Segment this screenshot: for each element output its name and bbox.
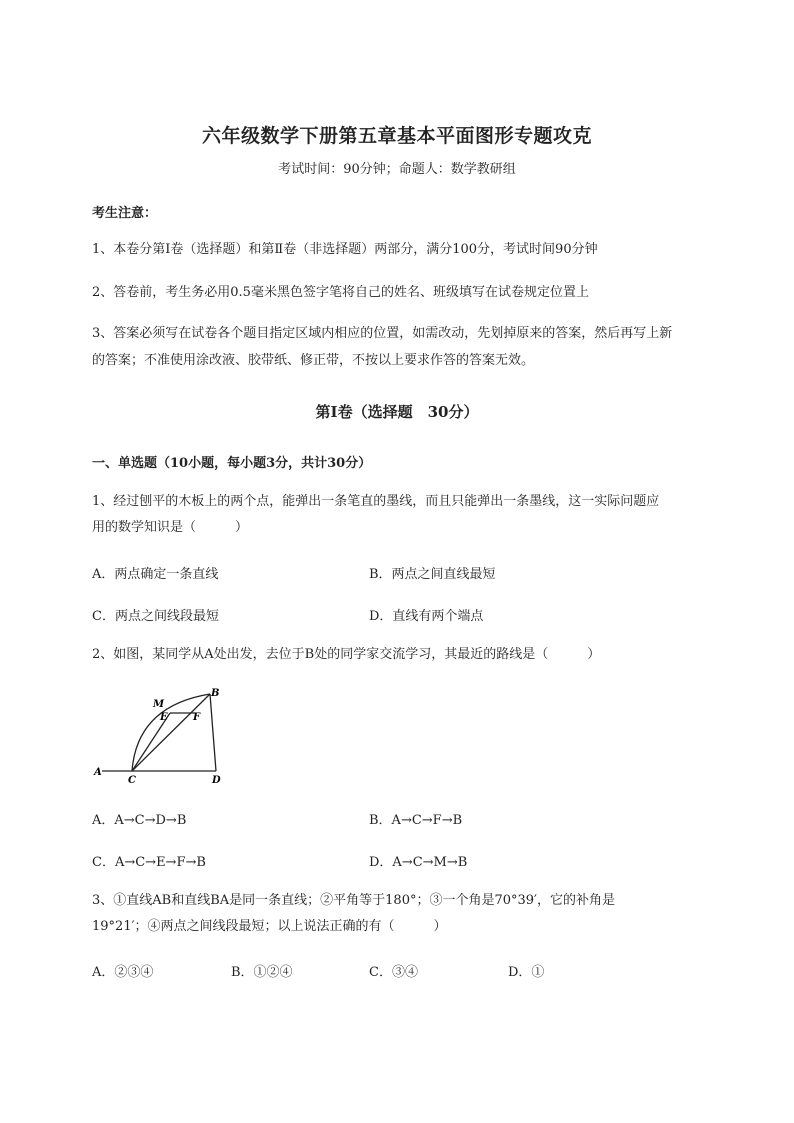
label-m: M: [153, 699, 165, 710]
q3-option-c[interactable]: C．③④: [369, 965, 418, 980]
segment-db: [210, 694, 216, 771]
q2-geometry-figure: [92, 686, 232, 786]
q1-option-b[interactable]: B．两点之间直线最短: [369, 567, 496, 582]
q3-stem-line1: 3、①直线AB和直线BA是同一条直线；②平角等于180°；③一个角是70°39′，它的补角是: [92, 893, 616, 908]
q3-option-b[interactable]: B．①②④: [231, 965, 293, 980]
notice-heading: 考生注意：: [92, 206, 158, 221]
label-f: F: [193, 712, 201, 723]
q1-option-d[interactable]: D．直线有两个端点: [369, 609, 484, 624]
q1-stem-line1: 1、经过刨平的木板上的两个点，能弹出一条笔直的墨线，而且只能弹出一条墨线，这一实际问题应: [92, 494, 660, 509]
page-title: 六年级数学下册第五章基本平面图形专题攻克: [201, 125, 592, 147]
notice-item-3: 3、答案必须写在试卷各个题目指定区域内相应的位置，如需改动，先划掉原来的答案，然后再写上新: [92, 326, 673, 341]
q1-option-c[interactable]: C．两点之间线段最短: [92, 609, 219, 624]
notice-item-1: 1、本卷分第I卷（选择题）和第Ⅱ卷（非选择题）两部分，满分100分，考试时间90分钟: [92, 242, 598, 257]
q1-stem-line2: 用的数学知识是（ ）: [92, 520, 249, 535]
q3-stem-line2: 19°21′；④两点之间线段最短；以上说法正确的有（ ）: [92, 919, 447, 934]
notice-item-2: 2、答卷前，考生务必用0.5毫米黑色签字笔将自己的姓名、班级填写在试卷规定位置上: [92, 285, 589, 300]
exam-info: 考试时间：90分钟；命题人：数学教研组: [278, 162, 516, 177]
q2-option-b[interactable]: B．A→C→F→B: [369, 813, 463, 828]
q1-option-a[interactable]: A．两点确定一条直线: [92, 567, 219, 582]
q2-option-a[interactable]: A．A→C→D→B: [92, 813, 187, 828]
label-d: D: [212, 775, 221, 786]
section-title: 第I卷（选择题 30分）: [315, 403, 479, 421]
q2-option-c[interactable]: C．A→C→E→F→B: [92, 855, 206, 870]
label-c: C: [128, 775, 136, 786]
label-e: E: [160, 712, 168, 723]
label-a: A: [94, 767, 102, 778]
label-b: B: [211, 688, 220, 699]
q3-option-a[interactable]: A．②③④: [92, 965, 154, 980]
part-title: 一、单选题（10小题，每小题3分，共计30分）: [92, 456, 372, 471]
notice-item-3-cont: 的答案；不准使用涂改液、胶带纸、修正带，不按以上要求作答的答案无效。: [92, 353, 535, 368]
q2-option-d[interactable]: D．A→C→M→B: [369, 855, 468, 870]
q2-stem: 2、如图，某同学从A处出发，去位于B处的同学家交流学习，其最近的路线是（ ）: [92, 647, 601, 662]
q3-option-d[interactable]: D．①: [508, 965, 545, 980]
